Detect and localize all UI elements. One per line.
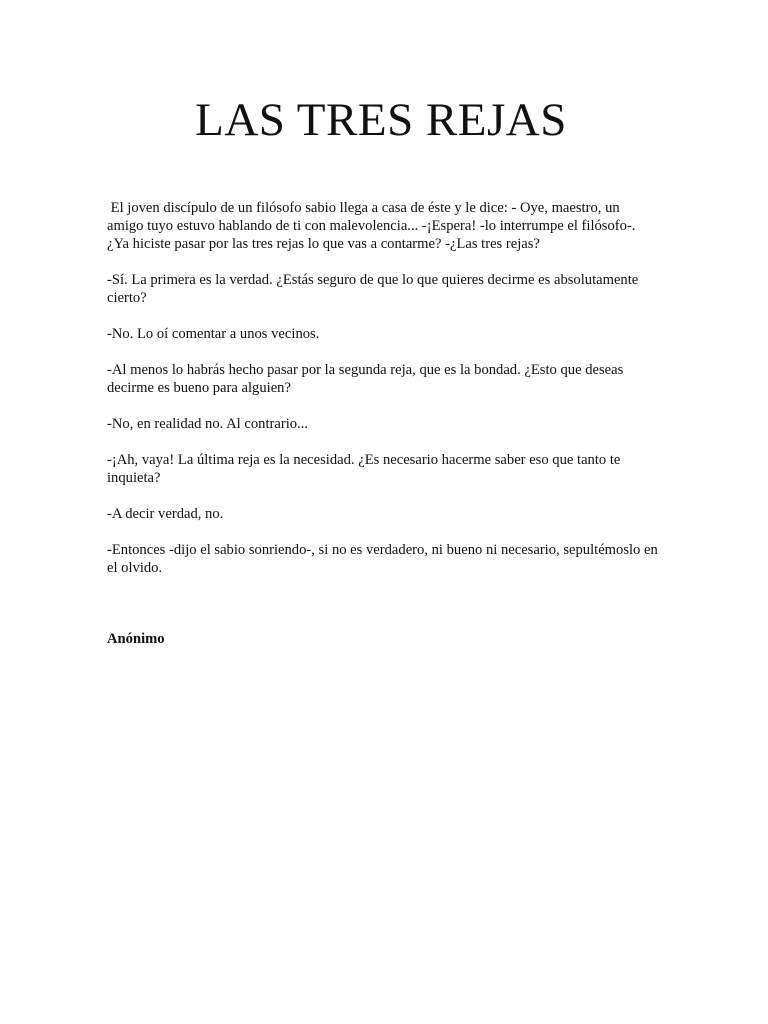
paragraph: El joven discípulo de un filósofo sabio llega a casa de éste y le dice: - Oye, maestro, un amigo tuyo estuvo hablando de ti con malevolencia... -¡Espera! -lo interrumpe el filósofo-. ¿Ya hiciste pasar por las tres rejas lo que vas a contarme? -¿Las tres rejas? xyxy=(107,200,640,252)
paragraph: -No, en realidad no. Al contrario... xyxy=(107,416,309,432)
document-body xyxy=(107,199,659,595)
paragraph: -¡Ah, vaya! La última reja es la necesidad. ¿Es necesario hacerme saber eso que tanto te inquieta? xyxy=(107,452,621,486)
paragraph: -No. Lo oí comentar a unos vecinos. xyxy=(107,326,320,342)
paragraph: -Entonces -dijo el sabio sonriendo-, si no es verdadero, ni bueno ni necesario, sepultémoslo en el olvido. xyxy=(107,542,658,576)
paragraph: -Sí. La primera es la verdad. ¿Estás seguro de que lo que quieres decirme es absolutamente cierto? xyxy=(107,272,639,306)
author-signature: Anónimo xyxy=(107,631,165,647)
paragraph: -A decir verdad, no. xyxy=(107,506,224,522)
document-title: LAS TRES REJAS xyxy=(195,94,567,146)
paragraph: -Al menos lo habrás hecho pasar por la segunda reja, que es la bondad. ¿Esto que deseas decirme es bueno para alguien? xyxy=(107,362,624,396)
